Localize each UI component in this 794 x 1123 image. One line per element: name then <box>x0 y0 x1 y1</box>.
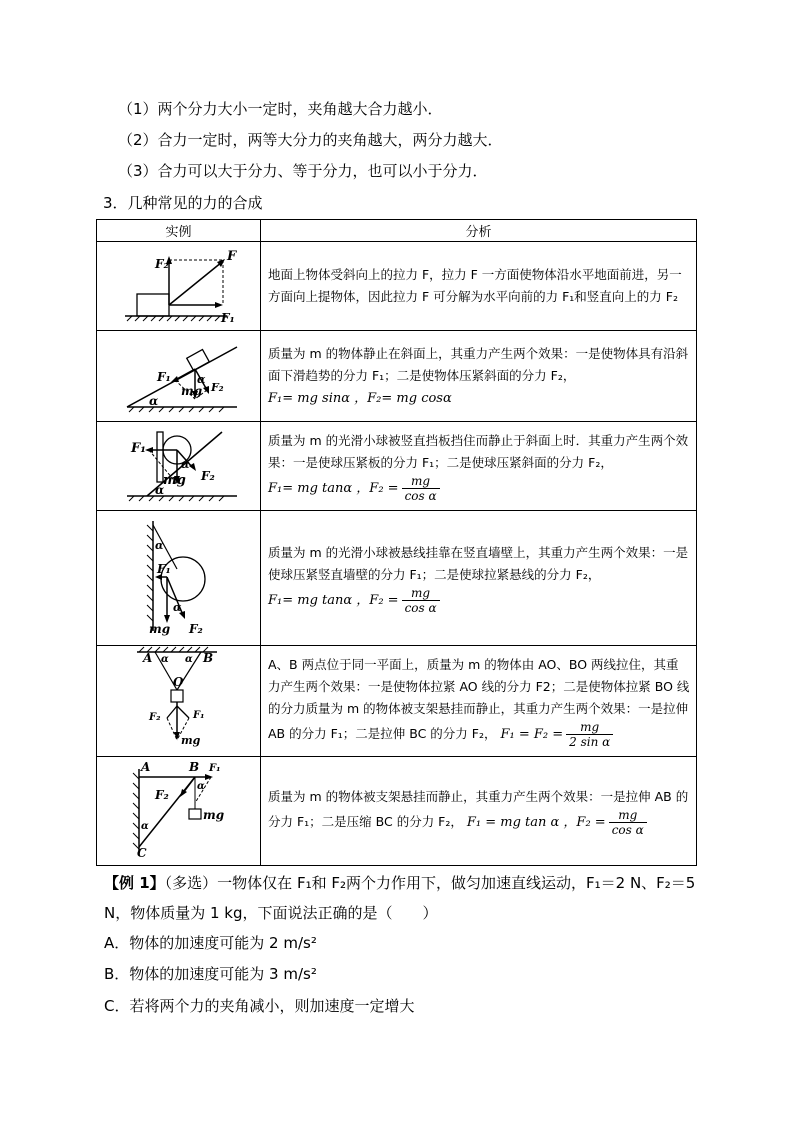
label-F: F <box>227 249 237 264</box>
example-tag: 【例 1】 <box>104 874 165 892</box>
diagram-incline-block <box>97 331 261 422</box>
label-alpha: α <box>197 781 205 792</box>
diagram-two-strings <box>97 646 261 757</box>
fraction-row-5: $\frac{mg}{\text{2 sin α}}$ <box>566 720 613 749</box>
label-B: B <box>203 651 214 665</box>
label-mg: mg <box>203 808 225 822</box>
label-F2: F₂ <box>155 788 169 802</box>
label-O: O <box>173 675 184 689</box>
analysis-row-5: A、B 两点位于同一平面上，质量为 m 的物体由 AO、BO 两线拉住，其重力产生两个效果：一是使物体拉紧 AO 线的分力 F2；二是使物体拉紧 BO 线的分力质量为 m 的物体被支架悬挂而静止，其重力产生两个效果：一是拉伸 AB 的分力 F₁；二是拉伸 BC 的分力 F₂， F₁ = F₂ = $\frac{mg}{\text{2 sin α}}$ <box>261 646 697 757</box>
analysis-row-3: 质量为 m 的光滑小球被竖直挡板挡住而静止于斜面上时．其重力产生两个效果：一是使球压紧板的分力 F₁；二是使球压紧斜面的分力 F₂， F₁= mg tanα ，F₂ = $\frac{mg}{\text{cos α}}$ <box>261 422 697 511</box>
label-F1: F₁ <box>221 311 235 325</box>
analysis-row-2: 质量为 m 的物体静止在斜面上，其重力产生两个效果：一是使物体具有沿斜面下滑趋势的分力 F₁；二是使物体压紧斜面的分力 F₂， F₁= mg sinα ，F₂= mg cosα <box>261 331 697 422</box>
label-alpha: α <box>197 373 206 386</box>
label-mg: mg <box>181 384 203 398</box>
label-alpha: α <box>141 821 149 832</box>
label-alpha: α <box>155 539 164 552</box>
diagram-ball-wall <box>97 511 261 646</box>
option-b: B．物体的加速度可能为 3 m/s² <box>104 965 317 983</box>
option-a: A．物体的加速度可能为 2 m/s² <box>104 934 317 952</box>
label-F1: F₁ <box>157 562 171 576</box>
label-F2: F₂ <box>189 622 203 636</box>
label-F1: F₁ <box>131 441 146 456</box>
diagram-bracket <box>97 757 261 866</box>
header-analysis: 分析 <box>261 220 697 242</box>
label-alpha: α <box>155 483 165 497</box>
point-1: （1）两个分力大小一定时，夹角越大合力越小． <box>118 100 443 118</box>
label-F1: F₁ <box>209 763 221 774</box>
label-mg: mg <box>181 734 201 747</box>
label-C: C <box>137 846 147 860</box>
label-F2: F₂ <box>211 381 224 394</box>
label-B: B <box>189 760 200 774</box>
analysis-row-4: 质量为 m 的光滑小球被悬线挂靠在竖直墙壁上，其重力产生两个效果：一是使球压紧竖直墙壁的分力 F₁；二是使球拉紧悬线的分力 F₂， F₁= mg tanα ，F₂ = $\frac{mg}{\text{cos α}}$ <box>261 511 697 646</box>
example-body: （多选）一物体仅在 F₁和 F₂两个力作用下，做匀加速直线运动，F₁＝2 N、F₂＝5 N，物体质量为 1 kg，下面说法正确的是（ ） <box>104 874 696 922</box>
point-2: （2）合力一定时，两等大分力的夹角越大，两分力越大． <box>118 131 503 149</box>
formula-row-2: F₁= mg sinα ，F₂= mg cosα <box>268 390 452 406</box>
diagram-ball-plate-incline <box>97 422 261 511</box>
label-F2: F₂ <box>155 257 169 271</box>
fraction-row-6: $\frac{mg}{\text{cos α}}$ <box>609 808 647 837</box>
label-A: A <box>143 651 153 665</box>
fraction-row-4: $\frac{mg}{\text{cos α}}$ <box>402 586 440 615</box>
section-title: 3．几种常见的力的合成 <box>103 194 263 212</box>
label-F1: F₁ <box>157 370 171 384</box>
option-c: C．若将两个力的夹角减小，则加速度一定增大 <box>104 997 415 1015</box>
label-A: A <box>141 760 151 774</box>
label-mg: mg <box>163 473 186 488</box>
label-alpha: α <box>161 654 169 665</box>
label-alpha: α <box>173 601 182 614</box>
point-3: （3）合力可以大于分力、等于分力，也可以小于分力． <box>118 162 488 180</box>
analysis-row-1: 地面上物体受斜向上的拉力 F，拉力 F 一方面使物体沿水平地面前进，另一方面向上提物体，因此拉力 F 可分解为水平向前的力 F₁和竖直向上的力 F₂ <box>261 242 697 331</box>
diagram-ground-pull <box>97 242 261 331</box>
example-1 <box>104 868 704 928</box>
label-alpha: α <box>181 458 190 471</box>
label-alpha: α <box>185 654 193 665</box>
fraction-row-3: $\frac{mg}{\text{cos α}}$ <box>402 474 440 503</box>
analysis-row-6: 质量为 m 的物体被支架悬挂而静止，其重力产生两个效果：一是拉伸 AB 的分力 F₁；二是压缩 BC 的分力 F₂， F₁ = mg tan α ，F₂ = $\frac{mg}{\text{cos α}}$ <box>261 757 697 866</box>
force-composition-table <box>96 219 697 866</box>
label-alpha: α <box>149 394 159 408</box>
label-F1: F₁ <box>193 710 205 721</box>
label-mg: mg <box>149 622 171 636</box>
label-F2: F₂ <box>201 469 215 483</box>
header-example: 实例 <box>97 220 261 242</box>
label-F2: F₂ <box>149 712 161 723</box>
